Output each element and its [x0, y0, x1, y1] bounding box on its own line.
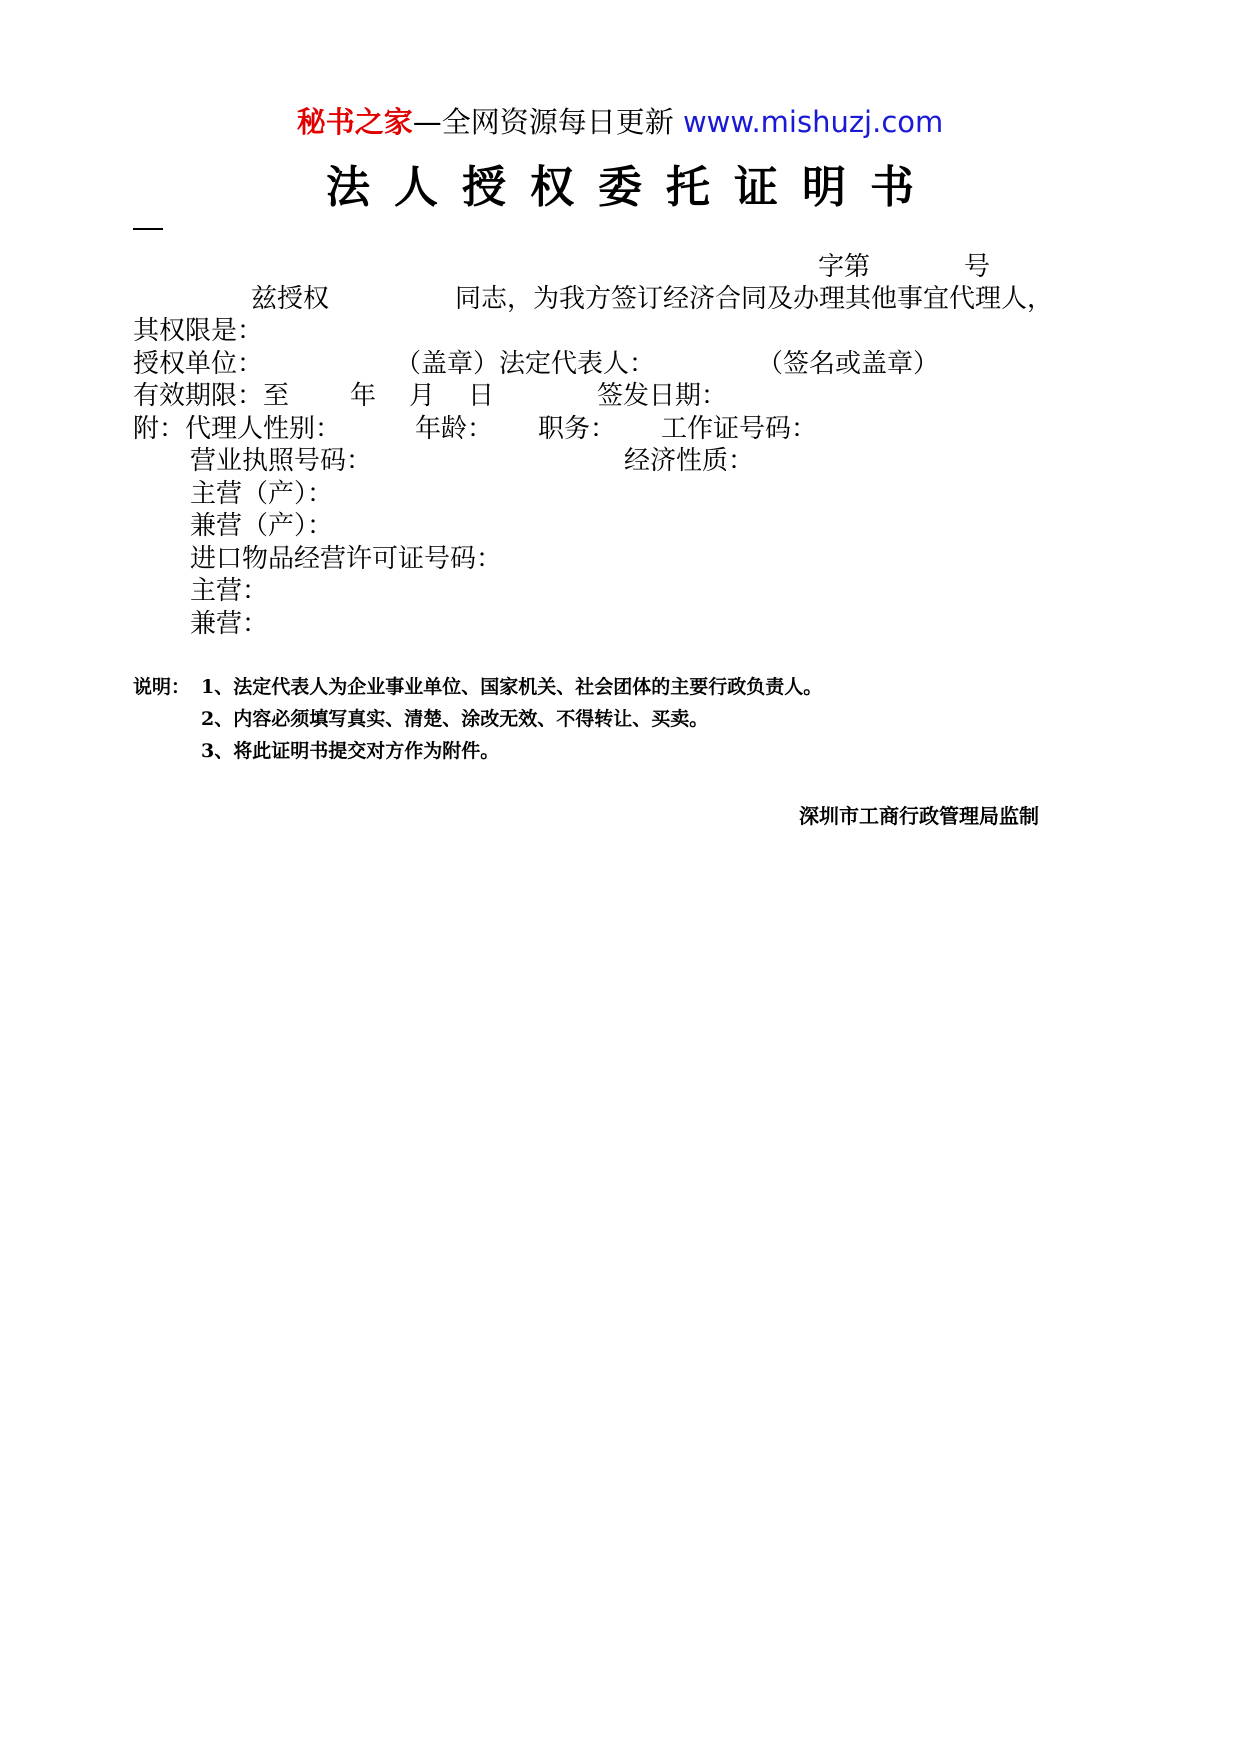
main-label: 主营：: [190, 576, 269, 606]
banner-slogan: —全网资源每日更新: [412, 105, 674, 139]
position-label: 职务：: [538, 414, 617, 444]
notes-prefix: 说明：: [133, 676, 191, 698]
side-business-label: 兼营（产）：: [190, 511, 334, 541]
note-item-2: 2、内容必须填写真实、清楚、涂改无效、不得转让、买卖。: [201, 708, 709, 730]
economic-nature-label: 经济性质：: [624, 446, 755, 476]
dash-mark: [133, 228, 163, 230]
age-label: 年龄：: [415, 414, 494, 444]
month-label: 月: [409, 381, 436, 411]
number-zi-label: 字第: [818, 252, 871, 282]
business-license-label: 营业执照号码：: [190, 446, 373, 476]
sign-label: （签名或盖章）: [757, 349, 940, 379]
auth-unit-label: 授权单位：: [133, 349, 264, 379]
issue-date-label: 签发日期：: [597, 381, 728, 411]
main-business-label: 主营（产）：: [190, 479, 334, 509]
note-item-3: 3、将此证明书提交对方作为附件。: [201, 740, 500, 762]
side-label: 兼营：: [190, 609, 269, 639]
import-license-label: 进口物品经营许可证号码：: [190, 544, 503, 574]
attach-gender-label: 附：代理人性别：: [133, 414, 342, 444]
seal-label: （盖章）法定代表人：: [395, 349, 656, 379]
authorize-text: 同志，为我方签订经济合同及办理其他事宜代理人，: [455, 284, 1054, 314]
document-title: 法人授权委托证明书: [326, 162, 938, 213]
note-item-1: 1、法定代表人为企业事业单位、国家机关、社会团体的主要行政负责人。: [201, 676, 823, 698]
issuer-label: 深圳市工商行政管理局监制: [799, 804, 1039, 828]
year-label: 年: [350, 381, 377, 411]
site-banner: [0, 102, 1240, 142]
day-label: 日: [468, 381, 495, 411]
authorize-prefix: 兹授权: [251, 284, 330, 314]
banner-url[interactable]: www.mishuzj.com: [682, 105, 944, 139]
work-id-label: 工作证号码：: [661, 414, 818, 444]
validity-label: 有效期限：至: [133, 381, 290, 411]
brand-name: 秘书之家: [296, 105, 413, 139]
authority-label: 其权限是：: [133, 316, 264, 346]
number-hao-label: 号: [964, 252, 991, 282]
